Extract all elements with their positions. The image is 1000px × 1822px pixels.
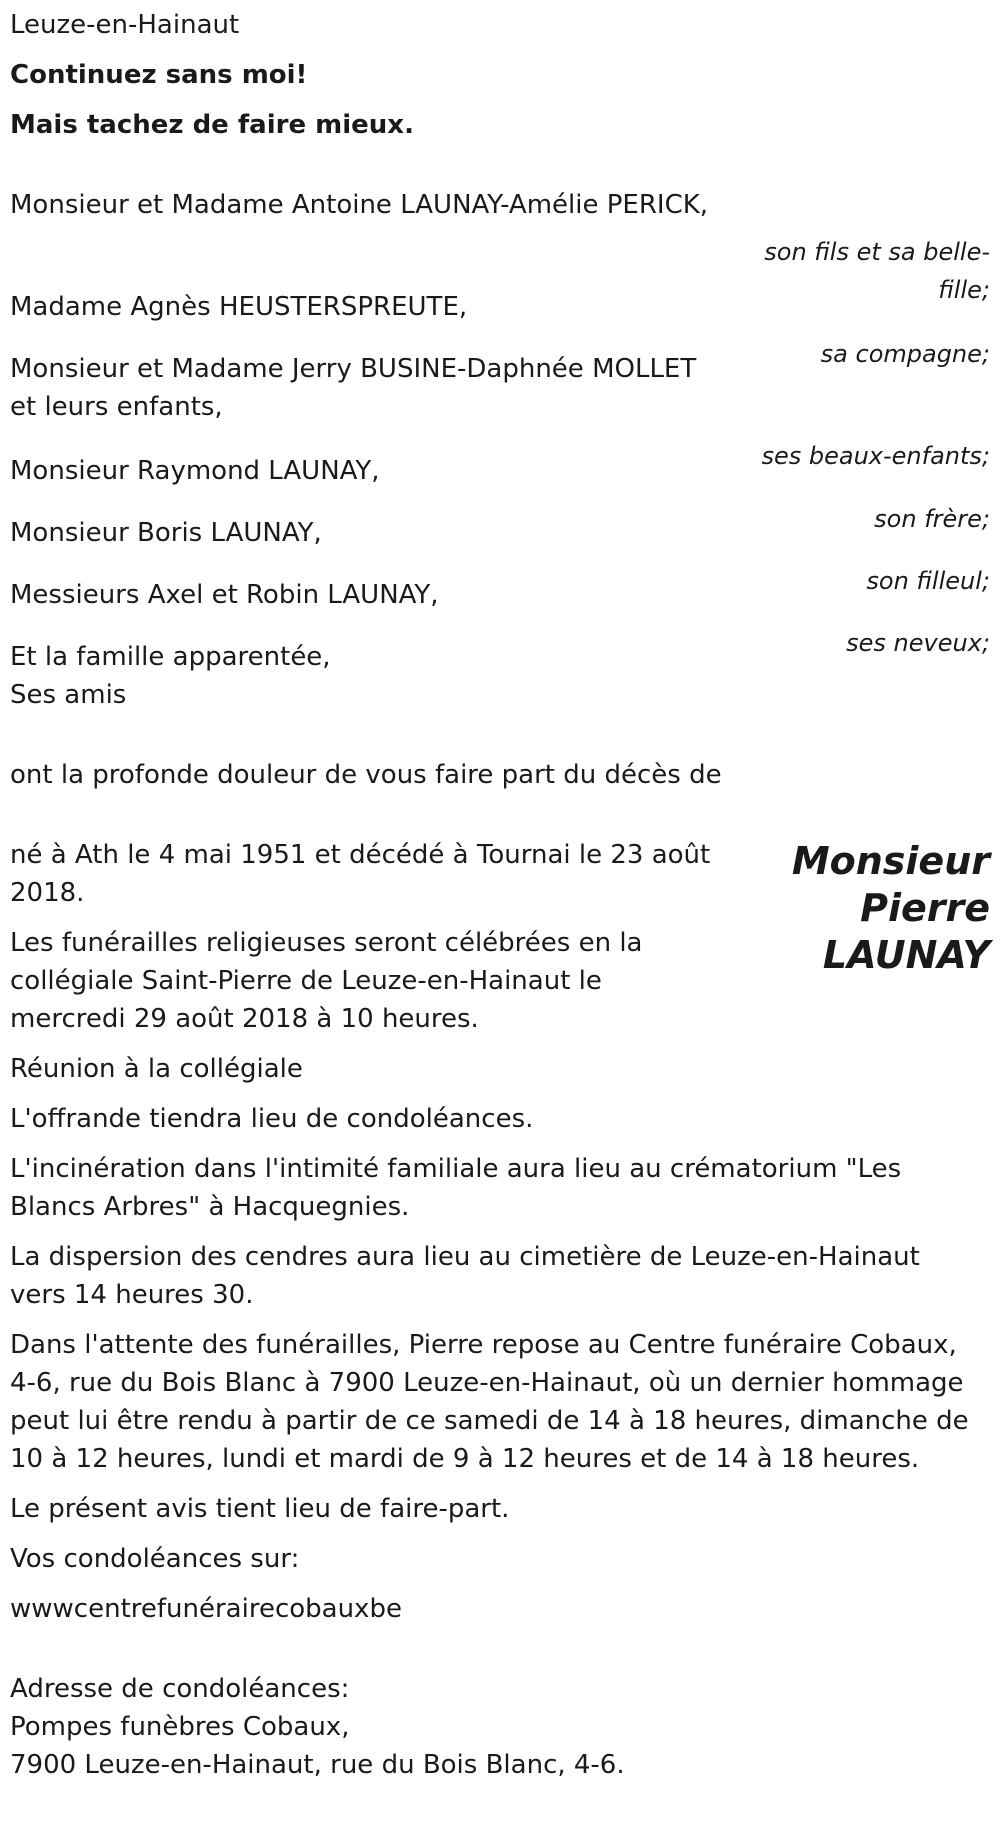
dispersion-line-1: La dispersion des cendres aura lieu au cimetière de Leuze-en-Hainaut <box>10 1242 920 1272</box>
notice: Le présent avis tient lieu de faire-part. <box>10 1494 510 1524</box>
family-relation-5: son filleul; <box>866 567 990 595</box>
friends: Ses amis <box>10 680 127 710</box>
deceased-title: Monsieur <box>791 839 990 883</box>
repose-line-1: Dans l'attente des funérailles, Pierre repose au Centre funéraire Cobaux, <box>10 1330 957 1360</box>
deceased-last-name: LAUNAY <box>822 933 990 977</box>
deceased-name <box>740 838 990 979</box>
cremation-line-1: L'incinération dans l'intimité familiale aura lieu au crématorium "Les <box>10 1154 902 1184</box>
announcement: ont la profonde douleur de vous faire part du décès de <box>10 760 722 790</box>
family-relation-1a: son fils et sa belle- <box>764 238 990 266</box>
address-line-3: 7900 Leuze-en-Hainaut, rue du Bois Blanc, 4-6. <box>10 1750 625 1780</box>
extended-family: Et la famille apparentée, <box>10 642 331 672</box>
family-name-4: Monsieur Raymond LAUNAY, <box>10 456 380 486</box>
family-relation-4: son frère; <box>874 505 990 533</box>
family-name-3a: Monsieur et Madame Jerry BUSINE-Daphnée MOLLET <box>10 354 697 384</box>
family-name-3b: et leurs enfants, <box>10 392 223 422</box>
birth-death-line-2: 2018. <box>10 878 85 908</box>
place-heading: Leuze-en-Hainaut <box>10 10 240 40</box>
repose-line-3: peut lui être rendu à partir de ce samedi de 14 à 18 heures, dimanche de <box>10 1406 969 1436</box>
family-name-1: Monsieur et Madame Antoine LAUNAY-Amélie PERICK, <box>10 190 709 220</box>
family-name-6: Messieurs Axel et Robin LAUNAY, <box>10 580 439 610</box>
meeting-info: Réunion à la collégiale <box>10 1054 303 1084</box>
funeral-line-1: Les funérailles religieuses seront célébrées en la <box>10 928 643 958</box>
family-name-5: Monsieur Boris LAUNAY, <box>10 518 322 548</box>
condolences-label: Vos condoléances sur: <box>10 1544 300 1574</box>
family-name-2: Madame Agnès HEUSTERSPREUTE, <box>10 292 468 322</box>
family-relation-1b: fille; <box>938 276 990 304</box>
funeral-line-2: collégiale Saint-Pierre de Leuze-en-Hainaut le <box>10 966 602 996</box>
family-relation-6: ses neveux; <box>846 629 990 657</box>
quote-line-2: Mais tachez de faire mieux. <box>10 110 414 140</box>
address-line-1: Adresse de condoléances: <box>10 1674 350 1704</box>
offering-info: L'offrande tiendra lieu de condoléances. <box>10 1104 534 1134</box>
family-relation-3: ses beaux-enfants; <box>761 442 990 470</box>
website: wwwcentrefunérairecobauxbe <box>10 1594 402 1624</box>
birth-death-line-1: né à Ath le 4 mai 1951 et décédé à Tournai le 23 août <box>10 840 711 870</box>
cremation-line-2: Blancs Arbres" à Hacquegnies. <box>10 1192 410 1222</box>
funeral-line-3: mercredi 29 août 2018 à 10 heures. <box>10 1004 479 1034</box>
repose-line-2: 4-6, rue du Bois Blanc à 7900 Leuze-en-Hainaut, où un dernier hommage <box>10 1368 964 1398</box>
family-relation-2: sa compagne; <box>820 340 990 368</box>
deceased-first-name: Pierre <box>860 886 990 930</box>
repose-line-4: 10 à 12 heures, lundi et mardi de 9 à 12 heures et de 14 à 18 heures. <box>10 1444 920 1474</box>
quote-line-1: Continuez sans moi! <box>10 60 308 90</box>
dispersion-line-2: vers 14 heures 30. <box>10 1280 254 1310</box>
address-line-2: Pompes funèbres Cobaux, <box>10 1712 350 1742</box>
